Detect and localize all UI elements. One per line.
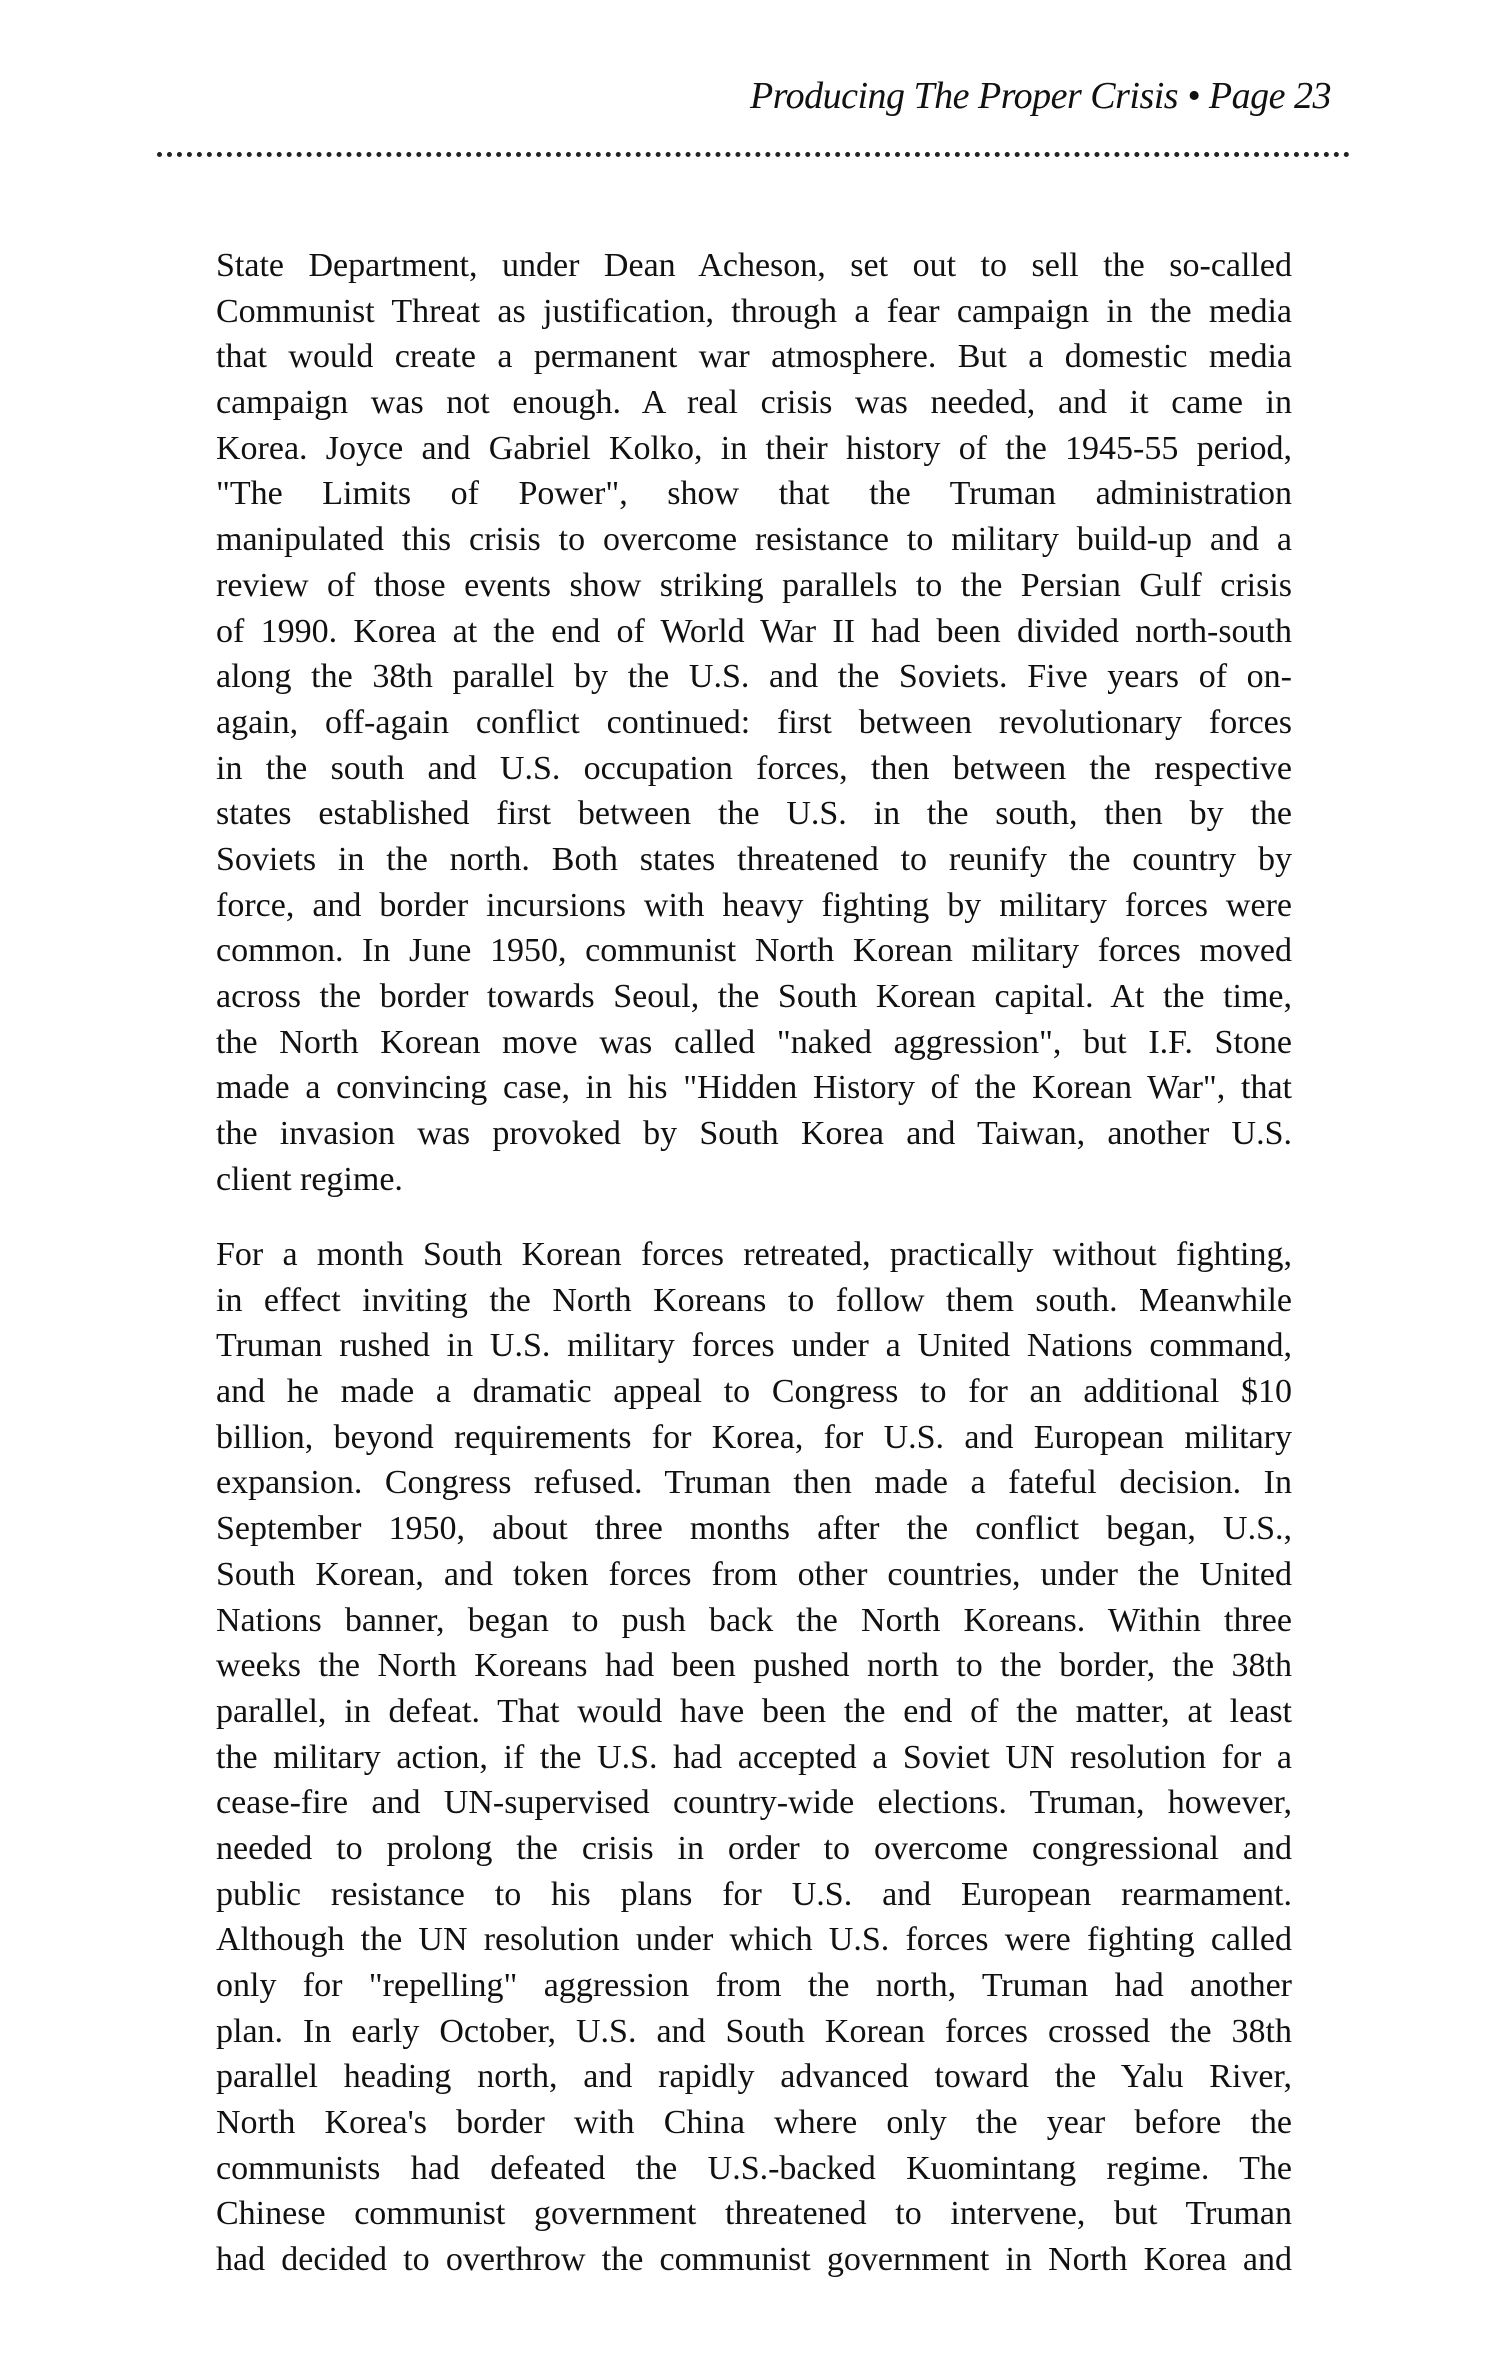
- text-line: Chinese communist government threatened to intervene, but Truman: [216, 2195, 1292, 2233]
- text-line: communists had defeated the U.S.-backed Kuomintang regime. The: [216, 2149, 1292, 2187]
- text-line: only for "repelling" aggression from the north, Truman had another: [216, 1967, 1292, 2004]
- text-line: across the border towards Seoul, the South Korean capital. At the time,: [216, 978, 1292, 1015]
- text-line: the military action, if the U.S. had accepted a Soviet UN resolution for a: [216, 1738, 1292, 1776]
- text-line: Soviets in the north. Both states threatened to reunify the country by: [216, 840, 1292, 878]
- text-line: billion, beyond requirements for Korea, for U.S. and European military: [216, 1418, 1292, 1456]
- running-header: [750, 74, 1331, 118]
- text-line: "The Limits of Power", show that the Truman administration: [216, 475, 1292, 513]
- header-title: Producing The Proper Crisis: [750, 75, 1179, 117]
- text-line: For a month South Korean forces retreated, practically without fighting,: [216, 1236, 1292, 1273]
- text-line: Nations banner, began to push back the North Koreans. Within three: [216, 1601, 1292, 1639]
- text-line: Korea. Joyce and Gabriel Kolko, in their history of the 1945-55 period,: [216, 429, 1292, 467]
- text-line: expansion. Congress refused. Truman then made a fateful decision. In: [216, 1464, 1292, 1502]
- text-line: Although the UN resolution under which U.S. forces were fighting called: [216, 1921, 1292, 1959]
- text-line: made a convincing case, in his "Hidden History of the Korean War", that: [216, 1069, 1292, 1107]
- text-line: campaign was not enough. A real crisis was needed, and it came in: [216, 384, 1292, 422]
- paragraph-1: [216, 243, 1292, 1202]
- text-line: parallel, in defeat. That would have been the end of the matter, at least: [216, 1692, 1292, 1730]
- text-line: along the 38th parallel by the U.S. and the Soviets. Five years of on-: [216, 658, 1292, 696]
- text-line: of 1990. Korea at the end of World War II had been divided north-south: [216, 612, 1292, 650]
- text-line: September 1950, about three months after the conflict began, U.S.,: [216, 1510, 1292, 1548]
- text-line: and he made a dramatic appeal to Congress to for an additional $10: [216, 1373, 1292, 1411]
- text-line: review of those events show striking parallels to the Persian Gulf crisis: [216, 566, 1292, 604]
- text-line: cease-fire and UN-supervised country-wide elections. Truman, however,: [216, 1784, 1292, 1822]
- text-line: again, off-again conflict continued: first between revolutionary forces: [216, 703, 1292, 741]
- text-line: that would create a permanent war atmosphere. But a domestic media: [216, 338, 1292, 376]
- text-line: client regime.: [216, 1160, 403, 1198]
- text-line: parallel heading north, and rapidly advanced toward the Yalu River,: [216, 2058, 1292, 2096]
- text-line: needed to prolong the crisis in order to overcome congressional and: [216, 1829, 1292, 1867]
- text-line: Truman rushed in U.S. military forces under a United Nations command,: [216, 1327, 1292, 1365]
- page-number: Page 23: [1208, 75, 1331, 117]
- text-line: plan. In early October, U.S. and South Korean forces crossed the 38th: [216, 2012, 1292, 2050]
- text-line: the North Korean move was called "naked aggression", but I.F. Stone: [216, 1023, 1292, 1061]
- text-line: State Department, under Dean Acheson, set out to sell the so-called: [216, 247, 1292, 284]
- text-line: force, and border incursions with heavy fighting by military forces were: [216, 886, 1292, 924]
- text-line: the invasion was provoked by South Korea and Taiwan, another U.S.: [216, 1115, 1292, 1153]
- header-separator: •: [1187, 75, 1200, 117]
- text-line: had decided to overthrow the communist government in North Korea and: [216, 2241, 1292, 2279]
- text-line: in the south and U.S. occupation forces, then between the respective: [216, 749, 1292, 787]
- text-line: common. In June 1950, communist North Korean military forces moved: [216, 932, 1292, 970]
- text-line: North Korea's border with China where only the year before the: [216, 2104, 1292, 2142]
- text-line: public resistance to his plans for U.S. and European rearmament.: [216, 1875, 1292, 1913]
- text-line: Communist Threat as justification, through a fear campaign in the media: [216, 292, 1292, 330]
- text-line: South Korean, and token forces from other countries, under the United: [216, 1555, 1292, 1593]
- text-line: manipulated this crisis to overcome resistance to military build-up and a: [216, 521, 1292, 559]
- dotted-divider: [157, 152, 1350, 157]
- text-line: in effect inviting the North Koreans to follow them south. Meanwhile: [216, 1281, 1292, 1319]
- paragraph-2: [216, 1232, 1292, 2283]
- text-line: weeks the North Koreans had been pushed north to the border, the 38th: [216, 1647, 1292, 1685]
- text-line: states established first between the U.S. in the south, then by the: [216, 795, 1292, 833]
